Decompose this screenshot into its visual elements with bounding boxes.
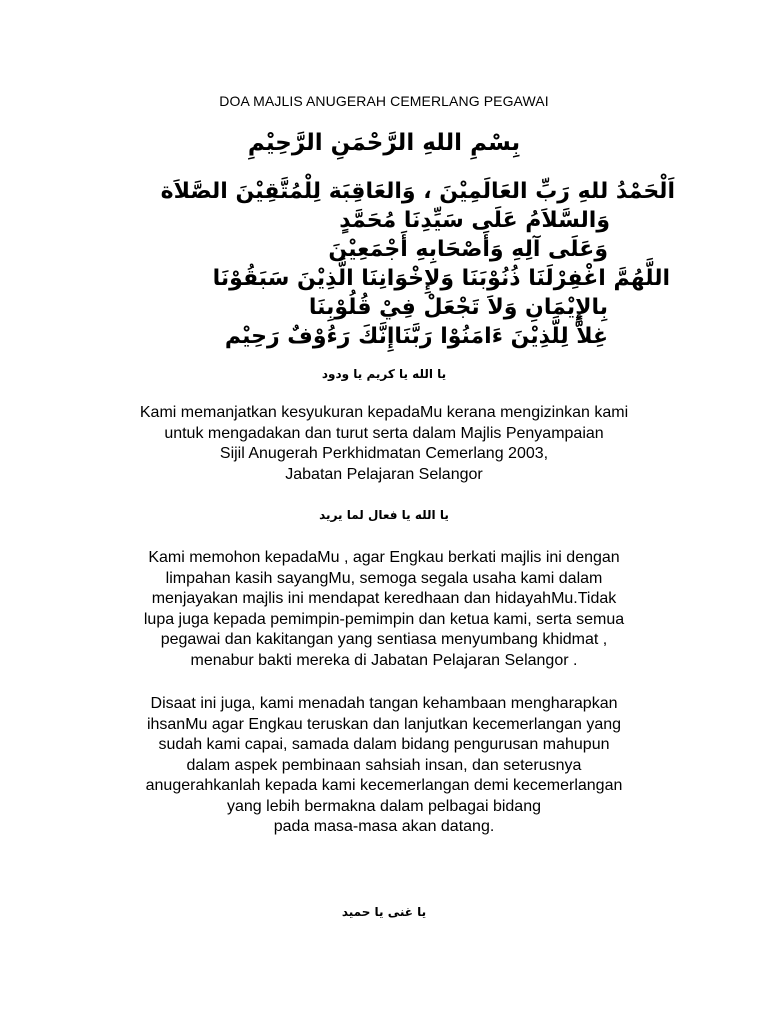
paragraph-1 (60, 403, 708, 485)
basmalah-heading: بِسْمِ اللهِ الرَّحْمَنِ الرَّحِيْمِ (247, 130, 521, 156)
paragraph-line: pegawai dan kakitangan yang sentiasa menyumbang khidmat , (160, 631, 608, 648)
paragraph-line: Disaat ini juga, kami menadah tangan kehambaan mengharapkan (150, 695, 618, 712)
doa-line: بِالإِيْمَانِ وَلاَ تَجْعَلْ فِيْ قُلُوْبِنَا (308, 295, 608, 320)
paragraph-line: Jabatan Pelajaran Selangor (285, 465, 483, 483)
paragraph-line: anugerahkanlah kepada kami kecemerlangan demi kecemerlangan (145, 777, 623, 794)
invocation-3: يا غنى يا حميد (341, 905, 427, 919)
doa-line: اللَّهُمَّ اغْفِرْلَنَا ذُنُوْبَنَا وَلإِخْوَانِنَا الَّذِيْنَ سَبَقُوْنَا (212, 266, 670, 291)
doa-line: وَعَلَى آلِهِ وَأَصْحَابِهِ أَجْمَعِيْنَ (328, 237, 608, 262)
paragraph-line: menabur bakti mereka di Jabatan Pelajaran Selangor . (190, 651, 578, 669)
invocation-1: يا الله يا كريم يا ودود (321, 367, 447, 381)
paragraph-line: Kami memohon kepadaMu , agar Engkau berkati majlis ini dengan (148, 549, 620, 566)
paragraph-line: ihsanMu agar Engkau teruskan dan lanjutkan kecemerlangan yang (146, 715, 622, 733)
doa-arabic-block (140, 177, 675, 351)
paragraph-2 (60, 548, 708, 671)
paragraph-line: dalam aspek pembinaan sahsiah insan, dan seterusnya (186, 756, 582, 774)
doa-line: وَالسَّلاَمُ عَلَى سَيِّدِنَا مُحَمَّدٍ (339, 208, 610, 233)
paragraph-line: pada masa-masa akan datang. (273, 818, 495, 835)
paragraph-line: limpahan kasih sayangMu, semoga segala usaha kami dalam (165, 569, 603, 587)
paragraph-line: yang lebih bermakna dalam pelbagai bidang (227, 797, 541, 815)
invocation-2: يا الله يا فعال لما يريد (319, 508, 449, 522)
doa-line: اَلْحَمْدُ للهِ رَبِّ العَالَمِيْنَ ، وَالعَاقِبَة لِلْمُتَّقِيْنَ الصَّلاَة (160, 179, 675, 204)
paragraph-line: Kami memanjatkan kesyukuran kepadaMu kerana mengizinkan kami (139, 404, 629, 421)
paragraph-line: sudah kami capai, samada dalam bidang pengurusan mahupun (158, 736, 610, 753)
paragraph-line: untuk mengadakan dan turut serta dalam Majlis Penyampaian (164, 424, 604, 442)
paragraph-line: menjayakan majlis ini mendapat keredhaan dan hidayahMu.Tidak (151, 590, 617, 607)
paragraph-line: Sijil Anugerah Perkhidmatan Cemerlang 2003, (219, 445, 549, 462)
paragraph-3 (60, 694, 708, 838)
paragraph-line: lupa juga kepada pemimpin-pemimpin dan ketua kami, serta semua (143, 610, 625, 628)
document-title: DOA MAJLIS ANUGERAH CEMERLANG PEGAWAI (219, 93, 549, 109)
doa-line: غِلاًّ لِلَّذِيْنَ ءَامَنُوْا رَبَّنَاإِنَّكَ رَءُوْفٌ رَحِيْم (224, 324, 608, 349)
